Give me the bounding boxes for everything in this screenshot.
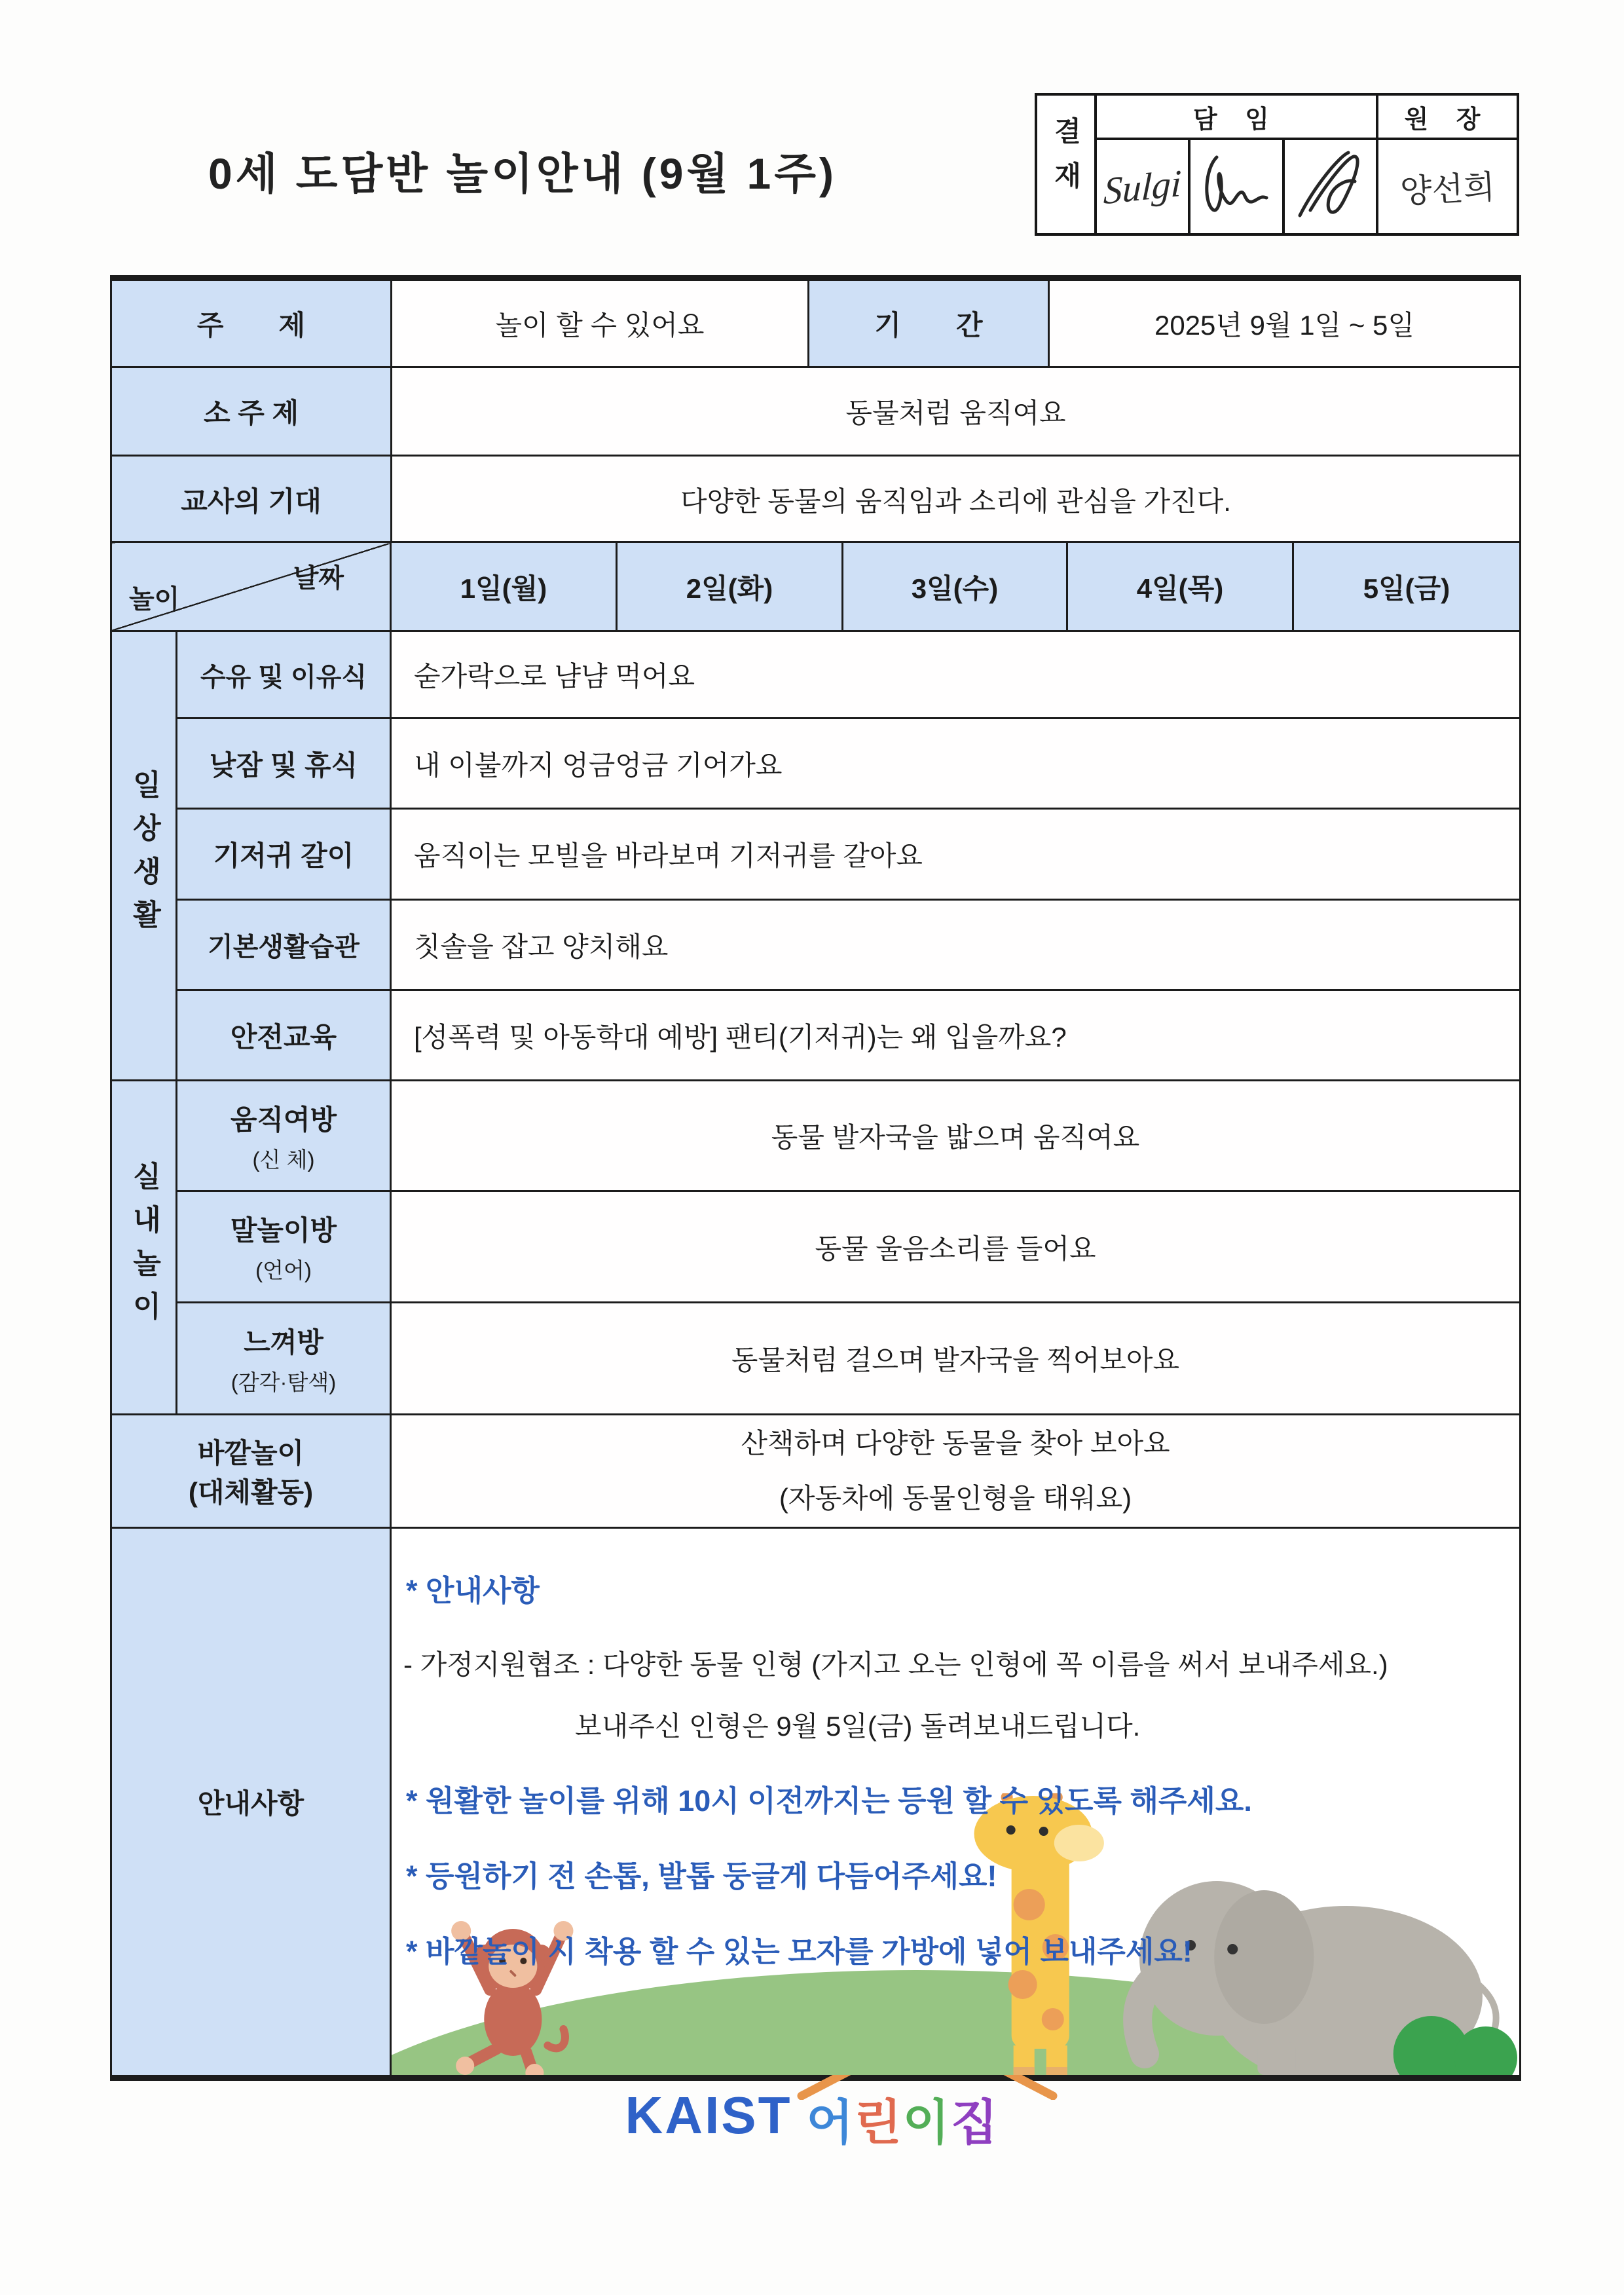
theme-value-cell: 놀이 할 수 있어요 <box>392 278 809 367</box>
director-signature: 양선희 <box>1399 168 1496 210</box>
kaist-wordmark: KAIST <box>625 2086 792 2144</box>
teacher-signature-cell-3 <box>1283 139 1377 234</box>
row-label-safety: 안전교육 <box>177 990 391 1081</box>
room-name: 느껴방 <box>244 1326 323 1358</box>
teacher-signature-cell-1 <box>1096 139 1189 234</box>
day-header-wed: 3일(수) <box>843 542 1067 631</box>
section-daily-life: 일상생활 <box>111 631 177 1081</box>
day-header-thu: 4일(목) <box>1067 542 1293 631</box>
approval-col-director: 원 장 <box>1377 94 1518 139</box>
row-content-safety: [성폭력 및 아동학대 예방] 팬티(기저귀)는 왜 입을까요? <box>391 990 1521 1081</box>
expectation-label-cell: 교사의 기대 <box>111 456 392 544</box>
section-indoor-play: 실내놀이 <box>111 1081 177 1415</box>
room-name: 말놀이방 <box>230 1215 337 1246</box>
day-header-mon: 1일(월) <box>391 542 617 631</box>
outdoor-label-line2: (대체활동) <box>188 1477 314 1508</box>
row-label-movement-room <box>177 1081 391 1191</box>
childcare-char: 집 <box>950 2095 999 2150</box>
notice-bullet-1: * 원활한 놀이를 위해 10시 이전까지는 등원 할 수 있도록 해주세요. <box>406 1784 1252 1818</box>
signature-scribble-icon <box>1288 147 1373 223</box>
notice-bullet-2: * 등원하기 전 손톱, 발톱 둥글게 다듬어주세요! <box>406 1859 997 1893</box>
row-label-language-room <box>177 1191 391 1303</box>
outdoor-content-line1: 산책하며 다양한 동물을 찾아 보아요 <box>741 1428 1170 1459</box>
approval-label-cell <box>1036 94 1096 234</box>
notice-heading: * 안내사항 <box>406 1574 540 1607</box>
signature-scribble-icon <box>1197 149 1276 221</box>
row-label-diaper: 기저귀 갈이 <box>177 809 391 900</box>
room-subtitle: (감각·탐색) <box>231 1370 337 1394</box>
row-content-sensory-room: 동물처럼 걸으며 발자국을 찍어보아요 <box>391 1303 1521 1415</box>
outdoor-label-line1: 바깥놀이 <box>197 1438 304 1468</box>
row-content-outdoor-play <box>391 1415 1521 1528</box>
date-axis-label: 날짜 <box>293 564 344 593</box>
childcare-char: 린 <box>855 2095 903 2150</box>
teacher-signature-1: Sulgi <box>1103 160 1182 213</box>
notice-coop-line1: - 가정지원협조 : 다양한 동물 인형 (가지고 오는 인형에 꼭 이름을 써서 보내주세요.) <box>403 1649 1388 1680</box>
page-title: 0세 도담반 놀이안내 (9월 1주) <box>208 149 837 198</box>
row-content-feeding: 숟가락으로 냠냠 먹어요 <box>391 631 1521 718</box>
schedule-table <box>110 541 1521 2081</box>
childcare-char: 어 <box>806 2095 855 2150</box>
play-axis-label: 놀이 <box>129 585 180 614</box>
notice-content <box>392 1567 1519 2075</box>
childcare-wordmark <box>807 2078 999 2154</box>
kaist-childcare-logo <box>0 2078 1624 2154</box>
row-label-habits: 기본생활습관 <box>177 900 391 990</box>
period-label-cell: 기 간 <box>809 278 1049 367</box>
subtheme-label-cell: 소 주 제 <box>111 367 392 456</box>
row-content-diaper: 움직이는 모빌을 바라보며 기저귀를 갈아요 <box>391 809 1521 900</box>
expectation-value-cell: 다양한 동물의 움직임과 소리에 관심을 가진다. <box>392 456 1521 544</box>
row-label-feeding: 수유 및 이유식 <box>177 631 391 718</box>
row-label-outdoor-play <box>111 1415 391 1528</box>
director-signature-cell <box>1377 139 1518 234</box>
row-content-movement-room: 동물 발자국을 밟으며 움직여요 <box>391 1081 1521 1191</box>
row-label-sensory-room <box>177 1303 391 1415</box>
room-name: 움직여방 <box>230 1104 337 1135</box>
childcare-char: 이 <box>902 2095 951 2150</box>
day-header-tue: 2일(화) <box>617 542 843 631</box>
theme-label-cell: 주 제 <box>111 278 392 367</box>
period-value-cell: 2025년 9월 1일 ~ 5일 <box>1049 278 1521 367</box>
row-label-notice: 안내사항 <box>111 1528 391 2078</box>
room-subtitle: (언어) <box>255 1258 312 1282</box>
row-content-language-room: 동물 울음소리를 들어요 <box>391 1191 1521 1303</box>
row-content-habits: 칫솔을 잡고 양치해요 <box>391 900 1521 990</box>
diagonal-header-cell <box>111 542 391 631</box>
row-content-nap: 내 이불까지 엉금엉금 기어가요 <box>391 718 1521 809</box>
teacher-signature-cell-2 <box>1189 139 1283 234</box>
outdoor-content-line2: (자동차에 동물인형을 태워요) <box>779 1483 1132 1514</box>
day-header-fri: 5일(금) <box>1293 542 1521 631</box>
row-label-nap: 낮잠 및 휴식 <box>177 718 391 809</box>
approval-col-teacher: 담 임 <box>1096 94 1377 139</box>
notice-content-cell <box>391 1528 1521 2078</box>
room-subtitle: (신 체) <box>252 1147 315 1172</box>
subtheme-value-cell: 동물처럼 움직여요 <box>392 367 1521 456</box>
meta-table <box>110 275 1521 545</box>
notice-coop-line2: 보내주신 인형은 9월 5일(금) 돌려보내드립니다. <box>575 1711 1141 1742</box>
approval-box <box>1035 93 1519 236</box>
notice-bullet-3: * 바깥놀이 시 착용 할 수 있는 모자를 가방에 넣어 보내주세요! <box>406 1935 1192 1968</box>
approval-label: 결재 <box>1050 117 1082 206</box>
